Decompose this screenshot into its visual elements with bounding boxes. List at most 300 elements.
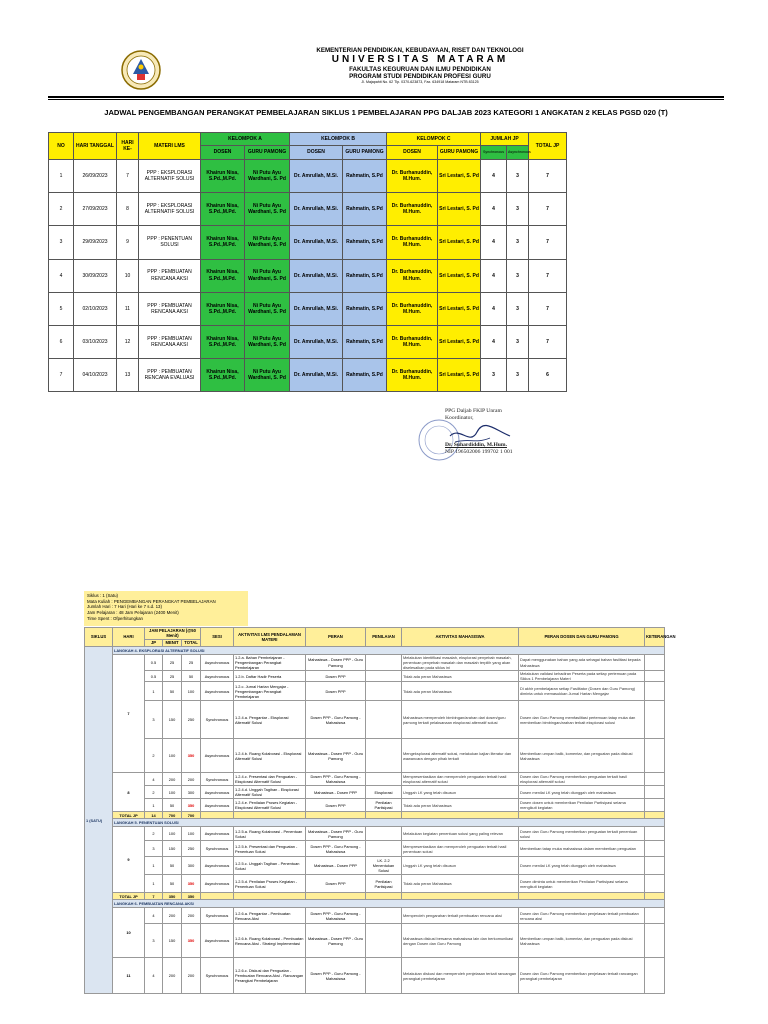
cell-pamong-a: Ni Putu Ayu Wardhani, S. Pd bbox=[245, 359, 290, 392]
aktivitas-cell: 1.2.c. Jurnal Harian Mengajar - Pengembangan Perangkat Pembelajaran bbox=[234, 682, 306, 701]
penilaian-cell: Penilaian Partisipasi bbox=[366, 799, 402, 812]
col-pamong-c: GURU PAMONG bbox=[438, 146, 481, 160]
cell-dosen-c: Dr. Burhanuddin, M.Hum. bbox=[387, 193, 438, 226]
keterangan-cell bbox=[645, 739, 665, 773]
address: Jl. Majapahit No. 62 Tlp. 0370-623873, Fax. 634918 Mataram NTB 83125 bbox=[361, 79, 479, 84]
jp-cell: 3 bbox=[145, 924, 163, 958]
menit-cell: 25 bbox=[163, 654, 182, 670]
menit-cell: 100 bbox=[163, 786, 182, 799]
keterangan-cell bbox=[645, 857, 665, 875]
col-menit: MENIT bbox=[163, 639, 182, 646]
cell-async: 3 bbox=[507, 292, 529, 325]
activity-row bbox=[85, 841, 665, 857]
cell-tanggal: 03/10/2023 bbox=[74, 325, 117, 358]
info-time: Time Spent : Ofperhitungkan bbox=[87, 615, 143, 621]
jumlah-jp-header: JUMLAH JP bbox=[481, 133, 529, 146]
penilaian-cell bbox=[366, 924, 402, 958]
activity-row bbox=[85, 786, 665, 799]
cell-dosen-b: Dr. Amrullah, M.Si. bbox=[290, 193, 343, 226]
aktivitas-cell: 1.2.4.e. Penilaian Proses Kegiatan - Eksplorasi Alternatif Solusi bbox=[234, 799, 306, 812]
col-keterangan: KETERANGAN bbox=[645, 628, 665, 647]
mahasiswa-cell: Tidak ada peran Mahasiswa bbox=[402, 799, 519, 812]
cell-tanggal: 02/10/2023 bbox=[74, 292, 117, 325]
total-cell: 250 bbox=[182, 841, 201, 857]
cell-dosen-a: Khairun Nisa, S.Pd.,M.Pd. bbox=[201, 193, 245, 226]
peran-cell: Mahasiswa - Dosen PPP - Guru Pamong bbox=[306, 739, 366, 773]
cell-dosen-c: Dr. Burhanuddin, M.Hum. bbox=[387, 292, 438, 325]
cell-pamong-a: Ni Putu Ayu Wardhani, S. Pd bbox=[245, 226, 290, 259]
sesi-cell: Synchronous bbox=[201, 908, 234, 924]
cell-pamong-c: Sri Lestari, S. Pd bbox=[438, 359, 481, 392]
menit-cell: 200 bbox=[163, 908, 182, 924]
program-name: PROGRAM STUDI PENDIDIKAN PROFESI GURU bbox=[349, 72, 491, 80]
penilaian-cell bbox=[366, 701, 402, 739]
cell-materi: PPP : PENENTUAN SOLUSI bbox=[139, 226, 201, 259]
day-cell: 7 bbox=[113, 654, 145, 772]
cell-dosen-a: Khairun Nisa, S.Pd.,M.Pd. bbox=[201, 259, 245, 292]
activity-row bbox=[85, 654, 665, 670]
peran-cell: Dosen PPP bbox=[306, 671, 366, 682]
cell-dosen-a: Khairun Nisa, S.Pd.,M.Pd. bbox=[201, 359, 245, 392]
aktivitas-cell: 1.2.4.a. Pengantar - Eksplorasi Alternatif Solusi bbox=[234, 701, 306, 739]
letterhead bbox=[160, 47, 680, 84]
total-empty bbox=[402, 812, 519, 819]
peran-cell: Dosen PPP - Guru Pamong - Mahasiswa bbox=[306, 773, 366, 786]
col-synchronous: Synchronous bbox=[481, 146, 507, 160]
col-total: TOTAL bbox=[182, 639, 201, 646]
keterangan-cell bbox=[645, 827, 665, 841]
activity-row bbox=[85, 827, 665, 841]
cell-hari: 9 bbox=[117, 226, 139, 259]
cell-hari: 7 bbox=[117, 160, 139, 193]
sesi-cell: Synchronous bbox=[201, 701, 234, 739]
menit-cell: 50 bbox=[163, 682, 182, 701]
col-hari: HARI bbox=[113, 628, 145, 647]
sesi-cell: Synchronous bbox=[201, 773, 234, 786]
cell-pamong-b: Rahmatin, S.Pd bbox=[343, 226, 387, 259]
schedule-row bbox=[49, 292, 567, 325]
cell-pamong-b: Rahmatin, S.Pd bbox=[343, 292, 387, 325]
cell-dosen-c: Dr. Burhanuddin, M.Hum. bbox=[387, 359, 438, 392]
sesi-cell: Asynchronous bbox=[201, 799, 234, 812]
section-title: LANGKAH 6. PEMBUATAN RENCANA AKSI bbox=[113, 900, 665, 908]
schedule-table bbox=[48, 132, 567, 392]
total-empty bbox=[306, 812, 366, 819]
menit-cell: 200 bbox=[163, 773, 182, 786]
activity-row bbox=[85, 875, 665, 893]
total-empty bbox=[402, 893, 519, 900]
keterangan-cell bbox=[645, 924, 665, 958]
mahasiswa-cell: Tidak ada peran Mahasiswa bbox=[402, 671, 519, 682]
dosen-cell: Memberikan umpan balik, komentar, dan penguatan pada diskusi Mahasiswa bbox=[519, 739, 645, 773]
cell-total: 7 bbox=[529, 325, 567, 358]
activity-row bbox=[85, 739, 665, 773]
cell-dosen-c: Dr. Burhanuddin, M.Hum. bbox=[387, 259, 438, 292]
activity-row bbox=[85, 924, 665, 958]
sesi-cell: Asynchronous bbox=[201, 924, 234, 958]
col-total-jp: TOTAL JP bbox=[529, 133, 567, 160]
schedule-row bbox=[49, 193, 567, 226]
penilaian-cell bbox=[366, 827, 402, 841]
detail-table bbox=[84, 627, 676, 994]
total-empty bbox=[366, 893, 402, 900]
cell-pamong-c: Sri Lestari, S. Pd bbox=[438, 160, 481, 193]
dosen-cell: Dosen menilai LK yang telah diunggah oleh mahasiswa bbox=[519, 857, 645, 875]
aktivitas-cell: 1.2.b. Daftar Hadir Peserta bbox=[234, 671, 306, 682]
total-cell: 350 bbox=[182, 875, 201, 893]
peran-cell: Dosen PPP - Guru Pamong - Mahasiswa bbox=[306, 841, 366, 857]
cell-sync: 4 bbox=[481, 292, 507, 325]
col-hari-tanggal: HARI TANGGAL bbox=[74, 133, 117, 160]
cell-hari: 12 bbox=[117, 325, 139, 358]
cell-hari: 8 bbox=[117, 193, 139, 226]
cell-pamong-b: Rahmatin, S.Pd bbox=[343, 259, 387, 292]
mahasiswa-cell: Mengeksplorasi alternatif solusi, melakukan kajian literatur dan wawancara dengan pihak terkait bbox=[402, 739, 519, 773]
signature-office: PPG Daljab FKIP Unram bbox=[445, 408, 502, 414]
jp-cell: 3 bbox=[145, 841, 163, 857]
menit-cell: 150 bbox=[163, 924, 182, 958]
cell-pamong-c: Sri Lestari, S. Pd bbox=[438, 292, 481, 325]
menit-cell: 150 bbox=[163, 701, 182, 739]
cell-sync: 4 bbox=[481, 325, 507, 358]
activity-row bbox=[85, 857, 665, 875]
col-peran: PERAN bbox=[306, 628, 366, 647]
total-empty bbox=[234, 893, 306, 900]
sesi-cell: Asynchronous bbox=[201, 875, 234, 893]
university-name: UNIVERSITAS MATARAM bbox=[331, 54, 509, 66]
cell-pamong-c: Sri Lestari, S. Pd bbox=[438, 226, 481, 259]
document-title: JADWAL PENGEMBANGAN PERANGKAT PEMBELAJARAN SIKLUS 1 PEMBELAJARAN PPG DALJAB 2023 KATEGORI 1 ANGKATAN 2 KELAS PGSD 020 (T) bbox=[104, 108, 668, 117]
mahasiswa-cell: Mempresentasikan dan memperoleh penguatan terkait hasil penentuan solusi bbox=[402, 841, 519, 857]
dosen-cell: Dosen diminta untuk memberikan Penilaian Partisipasi selama mengikuti kegiatan bbox=[519, 875, 645, 893]
cell-total: 7 bbox=[529, 193, 567, 226]
cell-tanggal: 26/09/2023 bbox=[74, 160, 117, 193]
peran-cell: Dosen PPP bbox=[306, 875, 366, 893]
total-row bbox=[85, 893, 665, 900]
cell-pamong-a: Ni Putu Ayu Wardhani, S. Pd bbox=[245, 193, 290, 226]
cell-no: 6 bbox=[49, 325, 74, 358]
cell-pamong-b: Rahmatin, S.Pd bbox=[343, 325, 387, 358]
cell-total: 7 bbox=[529, 259, 567, 292]
dosen-cell: Melakukan validasi kehadiran Peserta pada setiap pertemuan pada Siklus 1 Pembelajaran Materi bbox=[519, 671, 645, 682]
menit-cell: 100 bbox=[163, 739, 182, 773]
dosen-cell: Dosen dosen untuk memberikan Penilaian Partisipasi selama mengikuti kegiatan bbox=[519, 799, 645, 812]
cell-pamong-c: Sri Lestari, S. Pd bbox=[438, 193, 481, 226]
total-cell: 100 bbox=[182, 682, 201, 701]
aktivitas-cell: 1.2.5.a. Ruang Kolaborasi - Penentuan Solusi bbox=[234, 827, 306, 841]
day-cell: 10 bbox=[113, 908, 145, 958]
cell-total: 7 bbox=[529, 226, 567, 259]
sesi-cell: Asynchronous bbox=[201, 739, 234, 773]
schedule-row bbox=[49, 325, 567, 358]
cell-async: 3 bbox=[507, 160, 529, 193]
col-sesi: SESI bbox=[201, 628, 234, 647]
jp-cell: 1 bbox=[145, 799, 163, 812]
schedule-row bbox=[49, 259, 567, 292]
cell-sync: 4 bbox=[481, 160, 507, 193]
cell-total: 6 bbox=[529, 359, 567, 392]
menit-cell: 50 bbox=[163, 875, 182, 893]
total-empty bbox=[645, 893, 665, 900]
penilaian-cell bbox=[366, 682, 402, 701]
sesi-cell: Asynchronous bbox=[201, 671, 234, 682]
cell-materi: PPP : PEMBUATAN RENCANA AKSI bbox=[139, 259, 201, 292]
menit-cell: 100 bbox=[163, 827, 182, 841]
cell-dosen-c: Dr. Burhanuddin, M.Hum. bbox=[387, 325, 438, 358]
peran-cell: Dosen PPP - Guru Pamong - Mahasiswa bbox=[306, 958, 366, 994]
col-pamong-b: GURU PAMONG bbox=[343, 146, 387, 160]
cell-pamong-b: Rahmatin, S.Pd bbox=[343, 160, 387, 193]
col-dosen-a: DOSEN bbox=[201, 146, 245, 160]
cell-materi: PPP : PEMBUATAN RENCANA AKSI bbox=[139, 292, 201, 325]
total-cell: 350 bbox=[182, 739, 201, 773]
jp-cell: 1 bbox=[145, 857, 163, 875]
info-siklus: Siklus : 1 (Satu) bbox=[87, 593, 118, 598]
activity-row bbox=[85, 958, 665, 994]
cell-async: 3 bbox=[507, 325, 529, 358]
peran-cell: Mahasiswa - Dosen PPP bbox=[306, 786, 366, 799]
cell-async: 3 bbox=[507, 226, 529, 259]
mahasiswa-cell: Mempresentasikan dan memperoleh penguatan terkait hasil eksplorasi alternatif solusi bbox=[402, 773, 519, 786]
cell-async: 3 bbox=[507, 359, 529, 392]
cell-hari: 10 bbox=[117, 259, 139, 292]
peran-cell: Dosen PPP - Guru Pamong - Mahasiswa bbox=[306, 701, 366, 739]
dosen-cell: Di akhir pembelajaran setiap Fasilitator (Dosen dan Guru Pamong) diminta untuk memasukkan Jurnal Harian Mengajar bbox=[519, 682, 645, 701]
cell-no: 1 bbox=[49, 160, 74, 193]
col-materi: MATERI LMS bbox=[139, 133, 201, 160]
jp-cell: 0.5 bbox=[145, 654, 163, 670]
total-cell: 100 bbox=[182, 827, 201, 841]
kelompok-c-header: KELOMPOK C bbox=[387, 133, 481, 146]
section-row bbox=[85, 819, 665, 827]
aktivitas-cell: 1.2.a. Bahan Pembelajaran - Pengembangan Perangkat Pembelajaran bbox=[234, 654, 306, 670]
cell-pamong-b: Rahmatin, S.Pd bbox=[343, 193, 387, 226]
cell-pamong-a: Ni Putu Ayu Wardhani, S. Pd bbox=[245, 160, 290, 193]
mahasiswa-cell: Unggah LK yang telah disusun bbox=[402, 786, 519, 799]
aktivitas-cell: 1.2.4.c. Presentasi dan Penguatan - Eksplorasi Alternatif Solusi bbox=[234, 773, 306, 786]
jp-cell: 2 bbox=[145, 739, 163, 773]
keterangan-cell bbox=[645, 786, 665, 799]
mahasiswa-cell: Tidak ada peran Mahasiswa bbox=[402, 875, 519, 893]
keterangan-cell bbox=[645, 773, 665, 786]
peran-cell: Dosen PPP bbox=[306, 682, 366, 701]
schedule-row bbox=[49, 359, 567, 392]
total-empty bbox=[645, 812, 665, 819]
keterangan-cell bbox=[645, 908, 665, 924]
menit-cell: 150 bbox=[163, 841, 182, 857]
cell-no: 7 bbox=[49, 359, 74, 392]
mahasiswa-cell: Melakukan identifikasi masalah, eksplorasi penyebab masalah, penentuan penyebab masalah dan masalah terpilih yang akan diselesaikan pada siklus ini bbox=[402, 654, 519, 670]
total-menit: 700 bbox=[163, 812, 182, 819]
ministry-name: KEMENTERIAN PENDIDIKAN, KEBUDAYAAN, RISET DAN TEKNOLOGI bbox=[316, 47, 524, 54]
jp-cell: 4 bbox=[145, 958, 163, 994]
col-aktivitas-mahasiswa: AKTIVITAS MAHASISWA bbox=[402, 628, 519, 647]
cell-pamong-a: Ni Putu Ayu Wardhani, S. Pd bbox=[245, 325, 290, 358]
cell-tanggal: 30/09/2023 bbox=[74, 259, 117, 292]
schedule-row bbox=[49, 226, 567, 259]
dosen-cell: Dosen dan Guru Pamong memberikan penguatan terkait hasil eksplorasi alternatif solusi bbox=[519, 773, 645, 786]
total-empty bbox=[519, 893, 645, 900]
cell-no: 2 bbox=[49, 193, 74, 226]
aktivitas-cell: 1.2.6.b. Ruang Kolaborasi - Pembuatan Rencana Aksi - Strategi Implementasi bbox=[234, 924, 306, 958]
penilaian-cell bbox=[366, 841, 402, 857]
total-empty bbox=[306, 893, 366, 900]
signature-name: Dr. Suhardiddin, M.Hum. bbox=[445, 441, 507, 448]
col-jam-pelajaran: JAM PELAJARAN (@50 Menit) bbox=[145, 628, 201, 640]
total-cell: 250 bbox=[182, 701, 201, 739]
total-cell: 350 bbox=[182, 924, 201, 958]
kelompok-a-header: KELOMPOK A bbox=[201, 133, 290, 146]
keterangan-cell bbox=[645, 654, 665, 670]
activity-row bbox=[85, 671, 665, 682]
penilaian-cell bbox=[366, 654, 402, 670]
mahasiswa-cell: Melakukan diskusi dan memperoleh penjelasan terkait rancangan perangkat pembelajaran bbox=[402, 958, 519, 994]
day-cell: 9 bbox=[113, 827, 145, 893]
penilaian-cell: Eksplorasi bbox=[366, 786, 402, 799]
col-dosen-b: DOSEN bbox=[290, 146, 343, 160]
mahasiswa-cell: Mahasiswa diskusi bersama mahasiswa lain dan berkomunikasi dengan Dosen dan Guru Pamong bbox=[402, 924, 519, 958]
total-empty bbox=[234, 812, 306, 819]
total-empty bbox=[201, 812, 234, 819]
jp-cell: 4 bbox=[145, 773, 163, 786]
keterangan-cell bbox=[645, 799, 665, 812]
info-jam: Jam Pelajaran : 48 Jam Pelajaran (2400 Menit) bbox=[87, 609, 179, 615]
cell-tanggal: 29/09/2023 bbox=[74, 226, 117, 259]
cell-dosen-a: Khairun Nisa, S.Pd.,M.Pd. bbox=[201, 160, 245, 193]
penilaian-cell: LK. 2.2 Menentukan Solusi bbox=[366, 857, 402, 875]
cell-pamong-b: Rahmatin, S.Pd bbox=[343, 359, 387, 392]
keterangan-cell bbox=[645, 875, 665, 893]
info-jumlah-hari: Jumlah Hari : 7 Hari (Hari ke 7 s.d. 13) bbox=[87, 604, 162, 610]
penilaian-cell bbox=[366, 739, 402, 773]
university-logo bbox=[120, 48, 162, 92]
cell-materi: PPP : PEMBUATAN RENCANA AKSI bbox=[139, 325, 201, 358]
mahasiswa-cell: Melakukan kegiatan penentuan solusi yang paling relevan bbox=[402, 827, 519, 841]
peran-cell: Mahasiswa - Dosen PPP - Guru Pamong bbox=[306, 827, 366, 841]
keterangan-cell bbox=[645, 682, 665, 701]
jp-cell: 2 bbox=[145, 786, 163, 799]
cell-no: 3 bbox=[49, 226, 74, 259]
cell-dosen-b: Dr. Amrullah, M.Si. bbox=[290, 359, 343, 392]
sesi-cell: Synchronous bbox=[201, 841, 234, 857]
aktivitas-cell: 1.2.4.d. Unggah Tagihan - Eksplorasi Alternatif Solusi bbox=[234, 786, 306, 799]
section-row bbox=[85, 900, 665, 908]
signature-block bbox=[445, 408, 513, 456]
col-dosen-c: DOSEN bbox=[387, 146, 438, 160]
dosen-cell: Dosen menilai LK yang telah diunggah oleh mahasiswa bbox=[519, 786, 645, 799]
sesi-cell: Asynchronous bbox=[201, 857, 234, 875]
section-row bbox=[85, 646, 665, 654]
cell-tanggal: 27/09/2023 bbox=[74, 193, 117, 226]
menit-cell: 50 bbox=[163, 857, 182, 875]
peran-cell: Dosen PPP bbox=[306, 799, 366, 812]
header-rule bbox=[48, 96, 724, 98]
total-total: 700 bbox=[182, 812, 201, 819]
col-asynchronous: Asynchronous bbox=[507, 146, 529, 160]
keterangan-cell bbox=[645, 671, 665, 682]
signature-nip: NIP 196502006 199702 1 001 bbox=[445, 448, 513, 455]
cell-no: 4 bbox=[49, 259, 74, 292]
cell-sync: 4 bbox=[481, 259, 507, 292]
section-title: LANGKAH 4. EKSPLORASI ALTERNATIF SOLUSI bbox=[113, 646, 665, 654]
jp-cell: 4 bbox=[145, 908, 163, 924]
course-info bbox=[84, 591, 248, 626]
day-cell: 8 bbox=[113, 773, 145, 812]
cell-dosen-b: Dr. Amrullah, M.Si. bbox=[290, 292, 343, 325]
total-row bbox=[85, 812, 665, 819]
activity-row bbox=[85, 773, 665, 786]
total-cell: 200 bbox=[182, 908, 201, 924]
cell-tanggal: 04/10/2023 bbox=[74, 359, 117, 392]
activity-row bbox=[85, 682, 665, 701]
aktivitas-cell: 1.2.4.b. Ruang Kolaborasi - Eksplorasi Alternatif Solusi bbox=[234, 739, 306, 773]
keterangan-cell bbox=[645, 958, 665, 994]
peran-cell: Dosen PPP - Guru Pamong - Mahasiswa bbox=[306, 908, 366, 924]
col-hari-ke: HARI KE- bbox=[117, 133, 139, 160]
dosen-cell: Dosen dan Guru Pamong memberikan penjelasan terkait pembuatan rencana aksi bbox=[519, 908, 645, 924]
total-label: TOTAL JP bbox=[113, 893, 145, 900]
cell-dosen-b: Dr. Amrullah, M.Si. bbox=[290, 259, 343, 292]
keterangan-cell bbox=[645, 701, 665, 739]
total-empty bbox=[519, 812, 645, 819]
col-pamong-a: GURU PAMONG bbox=[245, 146, 290, 160]
section-title: LANGKAH 5. PENENTUAN SOLUSI bbox=[113, 819, 665, 827]
dosen-cell: Memberikan tatap muka mahasiswa dalam memberikan penguatan bbox=[519, 841, 645, 857]
penilaian-cell bbox=[366, 671, 402, 682]
total-menit: 350 bbox=[163, 893, 182, 900]
penilaian-cell bbox=[366, 908, 402, 924]
cell-materi: PPP : EKSPLORASI ALTERNATIF SOLUSI bbox=[139, 193, 201, 226]
col-jp: JP bbox=[145, 639, 163, 646]
total-empty bbox=[201, 893, 234, 900]
dosen-cell: Dapat menggunakan bahan yang ada sebagai bahan fasilitasi kepada Mahasiswa bbox=[519, 654, 645, 670]
faculty-name: FAKULTAS KEGURUAN DAN ILMU PENDIDIKAN bbox=[349, 65, 491, 73]
total-cell: 350 bbox=[182, 799, 201, 812]
info-matakuliah: Mata Kuliah : PENGEMBANGAN PERANGKAT PEMBELAJARAN bbox=[87, 598, 216, 604]
sesi-cell: Asynchronous bbox=[201, 682, 234, 701]
aktivitas-cell: 1.2.5.b. Presentasi dan Penguatan - Penentuan Solusi bbox=[234, 841, 306, 857]
menit-cell: 25 bbox=[163, 671, 182, 682]
dosen-cell: Dosen dan Guru Pamong memberikan penjelasan terkait rancangan perangkat pembelajaran bbox=[519, 958, 645, 994]
cell-hari: 13 bbox=[117, 359, 139, 392]
aktivitas-cell: 1.2.6.c. Diskusi dan Penguatan - Pembuatan Rencana Aksi - Rancangan Perangkat Pembelajaran bbox=[234, 958, 306, 994]
jp-cell: 1 bbox=[145, 682, 163, 701]
cell-materi: PPP : PEMBUATAN RENCANA EVALUASI bbox=[139, 359, 201, 392]
peran-cell: Mahasiswa - Dosen PPP - Guru Pamong bbox=[306, 924, 366, 958]
cell-pamong-c: Sri Lestari, S. Pd bbox=[438, 259, 481, 292]
keterangan-cell bbox=[645, 841, 665, 857]
cell-materi: PPP : EKSPLORASI ALTERNATIF SOLUSI bbox=[139, 160, 201, 193]
cell-pamong-a: Ni Putu Ayu Wardhani, S. Pd bbox=[245, 292, 290, 325]
sesi-cell: Asynchronous bbox=[201, 827, 234, 841]
jp-cell: 0.5 bbox=[145, 671, 163, 682]
total-empty bbox=[366, 812, 402, 819]
cell-sync: 4 bbox=[481, 226, 507, 259]
total-cell: 25 bbox=[182, 654, 201, 670]
mahasiswa-cell: Tidak ada peran Mahasiswa bbox=[402, 682, 519, 701]
sesi-cell: Synchronous bbox=[201, 958, 234, 994]
cell-total: 7 bbox=[529, 292, 567, 325]
cell-sync: 4 bbox=[481, 193, 507, 226]
cell-dosen-b: Dr. Amrullah, M.Si. bbox=[290, 226, 343, 259]
menit-cell: 50 bbox=[163, 799, 182, 812]
total-total: 350 bbox=[182, 893, 201, 900]
cell-sync: 3 bbox=[481, 359, 507, 392]
penilaian-cell: Penilaian Partisipasi bbox=[366, 875, 402, 893]
activity-row bbox=[85, 701, 665, 739]
dosen-cell: Memberikan umpan balik, komentar, dan penguatan pada diskusi Mahasiswa bbox=[519, 924, 645, 958]
cell-hari: 11 bbox=[117, 292, 139, 325]
